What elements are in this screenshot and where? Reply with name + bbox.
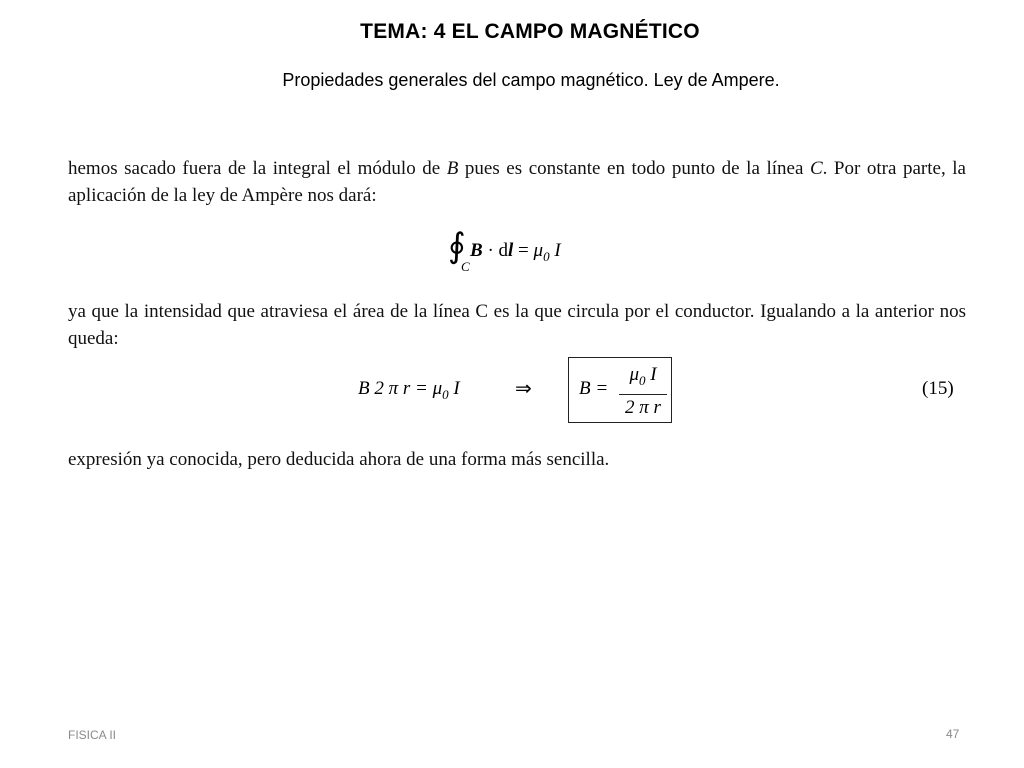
- boxed-result: [568, 357, 672, 423]
- contour-integral-symbol: ∮: [448, 228, 466, 265]
- paragraph-1: [68, 155, 966, 209]
- vector-b: B: [470, 240, 483, 261]
- footer-course: FISICA II: [68, 728, 117, 742]
- slide-title: TEMA: 4 EL CAMPO MAGNÉTICO: [360, 20, 700, 43]
- paragraph-1-text-a: hemos sacado fuera de la integral el módulo de: [68, 158, 447, 179]
- dot-d: · d: [482, 240, 509, 261]
- paragraph-1-text-c: . Por otra parte, la aplicación de la ley de Ampère nos dará:: [68, 158, 966, 206]
- equation-15-left: B 2 π r =: [358, 378, 433, 399]
- fraction-numerator: [619, 362, 667, 395]
- equals-sign: =: [513, 240, 534, 261]
- integral-subscript: C: [461, 259, 470, 274]
- mu-symbol-2: μ: [432, 378, 443, 399]
- page-number: 47: [946, 727, 960, 741]
- boxed-lhs: B =: [579, 378, 609, 399]
- mu-symbol: μ: [533, 240, 544, 261]
- numerator-mu-subscript: 0: [638, 372, 646, 388]
- equation-15-lhs: [358, 378, 460, 403]
- equation-number: (15): [922, 378, 954, 399]
- slide-subtitle: Propiedades generales del campo magnético. Ley de Ampere.: [282, 70, 780, 90]
- variable-c: C: [809, 158, 823, 179]
- current-symbol: I: [549, 240, 561, 261]
- paragraph-1-text-b: pues es constante en todo punto de la línea: [458, 158, 810, 179]
- ampere-law-equation: [448, 230, 598, 278]
- paragraph-2: ya que la intensidad que atraviesa el área de la línea C es la que circula por el conductor. Igualando a la anterior nos queda:: [68, 301, 966, 349]
- implies-arrow-icon: ⇒: [515, 376, 532, 400]
- numerator-current: I: [645, 364, 657, 385]
- current-symbol-2: I: [448, 378, 460, 399]
- numerator-mu: μ: [629, 364, 639, 385]
- vector-l: l: [508, 240, 514, 261]
- integral-expression: [470, 240, 561, 265]
- paragraph-3: expresión ya conocida, pero deducida ahora de una forma más sencilla.: [68, 449, 610, 470]
- fraction-denominator: 2 π r: [625, 396, 661, 418]
- variable-b: B: [446, 158, 459, 179]
- mu-subscript: 0: [543, 248, 550, 264]
- mu-subscript-2: 0: [442, 386, 449, 402]
- fraction: [619, 362, 667, 421]
